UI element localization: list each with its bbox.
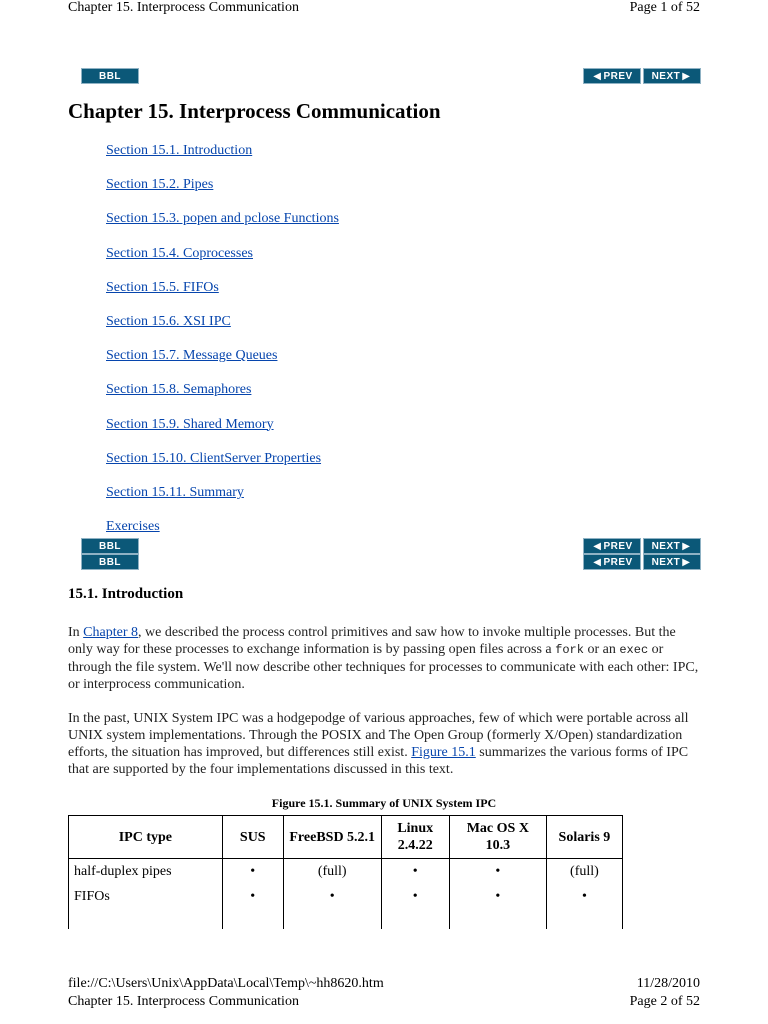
arrow-left-icon: ◀ (593, 70, 602, 82)
toc-item (106, 485, 339, 519)
toc-item (106, 348, 339, 382)
toc-link-15-2[interactable]: Section 15.2. Pipes (106, 177, 214, 193)
intro-paragraph-1: In Chapter 8, we described the process control primitives and saw how to invoke multiple processes. But the only way for these processes to exchange information is by passing open files across a fork or an exec or through the file system. We'll now describe other techniques for processes to communicate with each other: IPC, or interprocess communication. (68, 625, 699, 692)
table-cell: • (449, 884, 546, 909)
figure-caption: Figure 15.1. Summary of UNIX System IPC (271, 796, 497, 810)
toc-link-15-7[interactable]: Section 15.7. Message Queues (106, 348, 278, 364)
toc-item (106, 177, 339, 211)
table-cell: • (283, 884, 381, 909)
table-cell: • (381, 884, 449, 909)
table-header-row (69, 816, 623, 859)
table-cell: • (449, 859, 546, 885)
toc-link-15-1[interactable]: Section 15.1. Introduction (106, 143, 253, 158)
table-cell: FIFOs (69, 884, 223, 909)
toc-item (106, 143, 339, 177)
prev-button[interactable]: ◀ PREV (583, 68, 641, 84)
column-header: IPC type (69, 816, 223, 859)
toc-link-15-3[interactable]: Section 15.3. popen and pclose Functions (106, 211, 339, 227)
arrow-right-icon: ▶ (682, 540, 691, 552)
toc-link-15-6[interactable]: Section 15.6. XSI IPC (106, 313, 231, 329)
footer-date: 11/28/2010 (636, 976, 700, 991)
figure-15-1-link[interactable]: Figure 15.1 (411, 745, 476, 760)
arrow-left-icon: ◀ (593, 556, 602, 568)
page-footer (68, 976, 700, 992)
ipc-summary-table (68, 815, 623, 929)
column-header: Solaris 9 (546, 816, 622, 859)
footer-title: Chapter 15. Interprocess Communication (68, 994, 299, 1009)
code-fork: fork (555, 643, 584, 657)
table-row (69, 859, 623, 885)
table-cell: • (381, 859, 449, 885)
next-button[interactable]: NEXT ▶ (643, 68, 701, 84)
bbl-button[interactable]: BBL (81, 538, 139, 554)
table-cell: • (546, 884, 622, 909)
table-cell: half-duplex pipes (69, 859, 223, 885)
chapter-8-link[interactable]: Chapter 8 (83, 625, 138, 640)
toc-item (106, 451, 339, 485)
arrow-left-icon: ◀ (593, 540, 602, 552)
toc-item (106, 211, 339, 245)
footer-path: file://C:\Users\Unix\AppData\Local\Temp\~hh8620.htm (68, 976, 384, 991)
table-of-contents (106, 143, 339, 553)
toc-link-exercises[interactable]: Exercises (106, 519, 160, 535)
bbl-button[interactable]: BBL (81, 554, 139, 570)
prev-button[interactable]: ◀ PREV (583, 554, 641, 570)
table-cell: • (222, 859, 283, 885)
section-heading: 15.1. Introduction (68, 586, 184, 602)
table-cell: (full) (283, 859, 381, 885)
toc-link-15-10[interactable]: Section 15.10. ClientServer Properties (106, 450, 322, 466)
table-row (69, 884, 623, 909)
header-title: Chapter 15. Interprocess Communication (68, 0, 299, 15)
column-header: SUS (222, 816, 283, 859)
toc-item (106, 314, 339, 348)
toc-item (106, 382, 339, 416)
column-header: Mac OS X 10.3 (449, 816, 546, 859)
toc-item (106, 246, 339, 280)
footer-page-number: Page 2 of 52 (629, 994, 700, 1009)
page-header (68, 0, 700, 16)
arrow-right-icon: ▶ (682, 70, 691, 82)
toc-link-15-8[interactable]: Section 15.8. Semaphores (106, 382, 252, 398)
toc-link-15-4[interactable]: Section 15.4. Coprocesses (106, 245, 253, 261)
table-cell: • (222, 884, 283, 909)
toc-item (106, 519, 339, 553)
next-page-header (68, 994, 700, 1010)
arrow-right-icon: ▶ (682, 556, 691, 568)
bbl-button[interactable]: BBL (81, 68, 139, 84)
next-button[interactable]: NEXT ▶ (643, 554, 701, 570)
toc-item (106, 417, 339, 451)
toc-link-15-9[interactable]: Section 15.9. Shared Memory (106, 416, 274, 432)
toc-link-15-5[interactable]: Section 15.5. FIFOs (106, 279, 219, 295)
toc-link-15-11[interactable]: Section 15.11. Summary (106, 484, 244, 500)
column-header: Linux 2.4.22 (381, 816, 449, 859)
prev-button[interactable]: ◀ PREV (583, 538, 641, 554)
chapter-title: Chapter 15. Interprocess Communication (68, 99, 441, 123)
code-exec: exec (619, 643, 649, 657)
toc-item (106, 280, 339, 314)
table-cell: (full) (546, 859, 622, 885)
column-header: FreeBSD 5.2.1 (283, 816, 381, 859)
intro-paragraph-2: In the past, UNIX System IPC was a hodgepodge of various approaches, few of which were portable across all UNIX system implementations. Through the POSIX and The Open Group (formerly X/Open) standardization efforts, the situation has improved, but differences still exist. Figure 15.1 summarizes the various forms of IPC that are supported by the four implementations discussed in this text. (68, 711, 689, 777)
next-button[interactable]: NEXT ▶ (643, 538, 701, 554)
table-row-spacer (69, 909, 623, 929)
header-page-number: Page 1 of 52 (629, 0, 700, 15)
